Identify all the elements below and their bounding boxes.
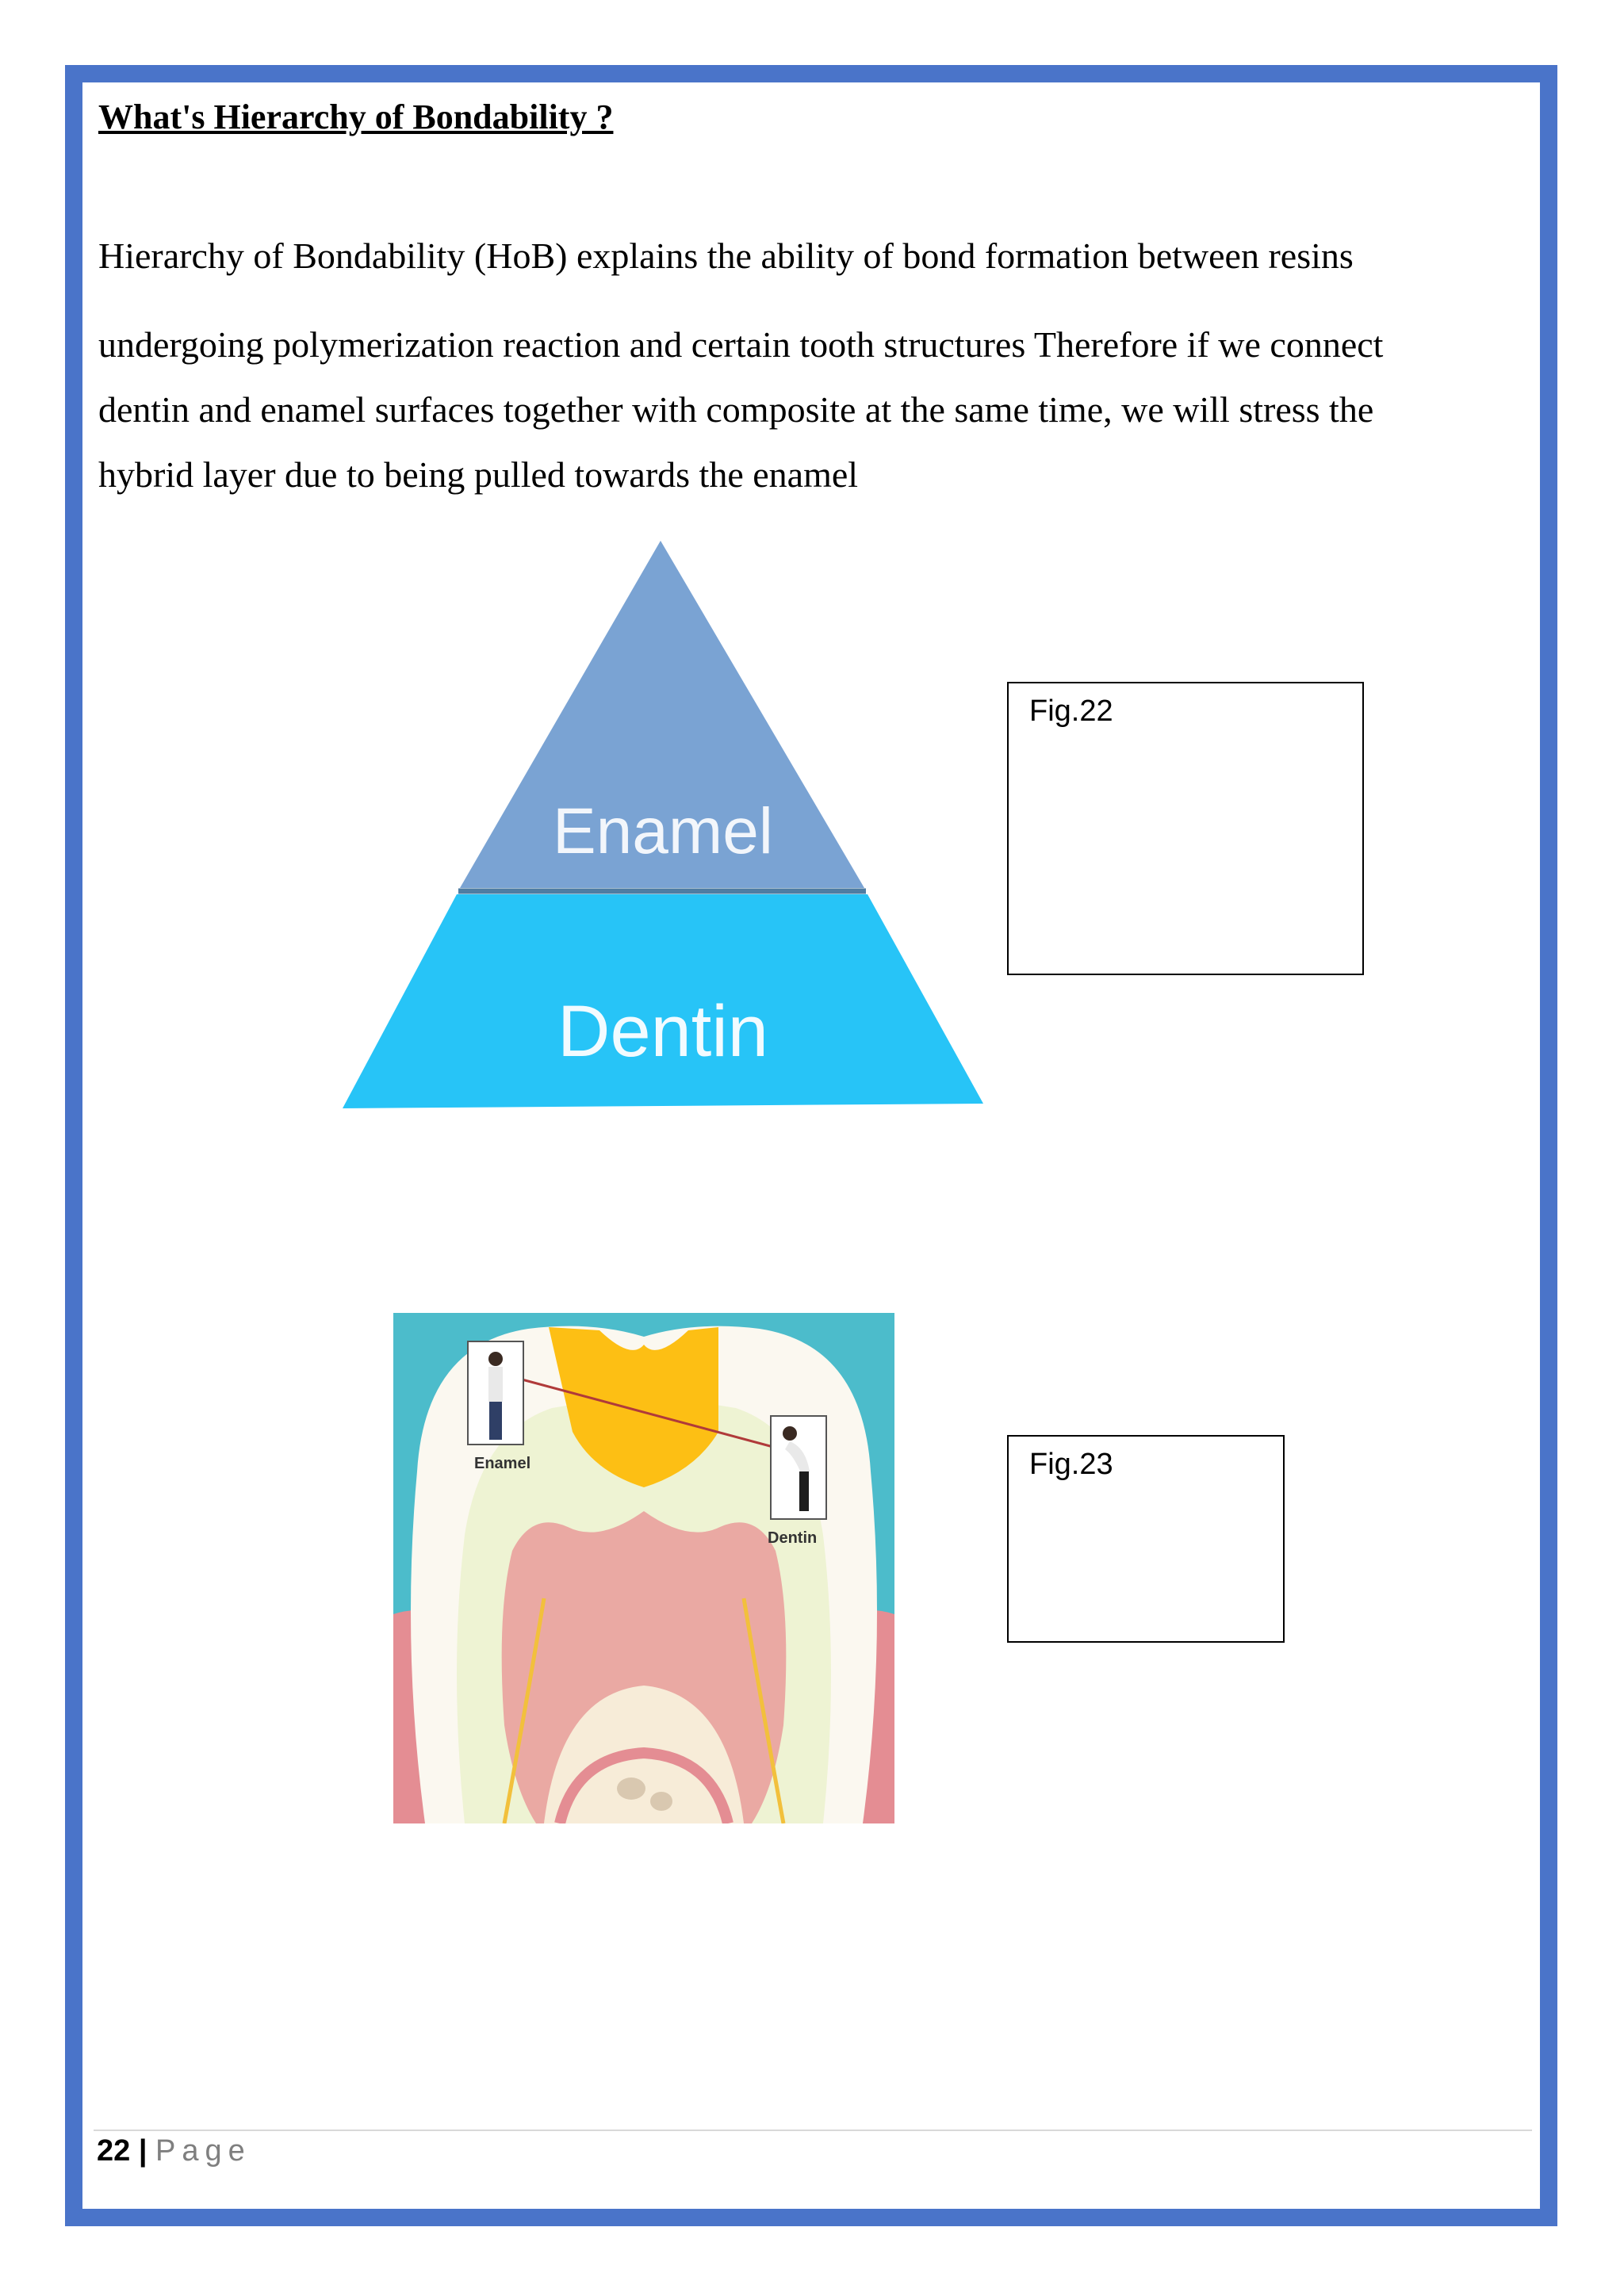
figure-22-caption: Fig.22 [1029,695,1113,728]
bone-spot-1 [617,1777,645,1800]
dentin-person-legs [799,1471,809,1511]
footer-divider [94,2130,1532,2131]
page-footer [97,2134,251,2168]
paragraph-line-3: dentin and enamel surfaces together with composite at the same time, we will stress the [98,389,1374,430]
paragraph-line-1: Hierarchy of Bondability (HoB) explains the ability of bond formation between resins [98,235,1354,276]
pyramid-dentin-label: Dentin [557,991,768,1072]
bondability-pyramid [339,538,994,1116]
page-word: Page [155,2134,251,2168]
paragraph-line-2: undergoing polymerization reaction and certain tooth structures Therefore if we connect [98,324,1384,365]
section-heading: What's Hierarchy of Bondability ? [98,98,614,136]
figure-23-caption: Fig.23 [1029,1448,1113,1481]
enamel-person-legs [489,1402,502,1440]
enamel-person-head [488,1352,503,1366]
tooth-enamel-label: Enamel [474,1455,531,1472]
enamel-person-body [488,1367,503,1402]
figure-22-caption-box [1007,682,1364,975]
dentin-person-head [783,1426,797,1441]
figure-23-caption-box [1007,1435,1285,1643]
page-separator: | [138,2134,147,2168]
tooth-cross-section-image [393,1313,894,1823]
page-number: 22 [97,2134,131,2168]
tooth-dentin-label: Dentin [768,1529,818,1547]
bone-spot-2 [650,1792,672,1811]
pyramid-enamel-label: Enamel [552,795,774,867]
paragraph-line-4: hybrid layer due to being pulled towards the enamel [98,454,859,495]
